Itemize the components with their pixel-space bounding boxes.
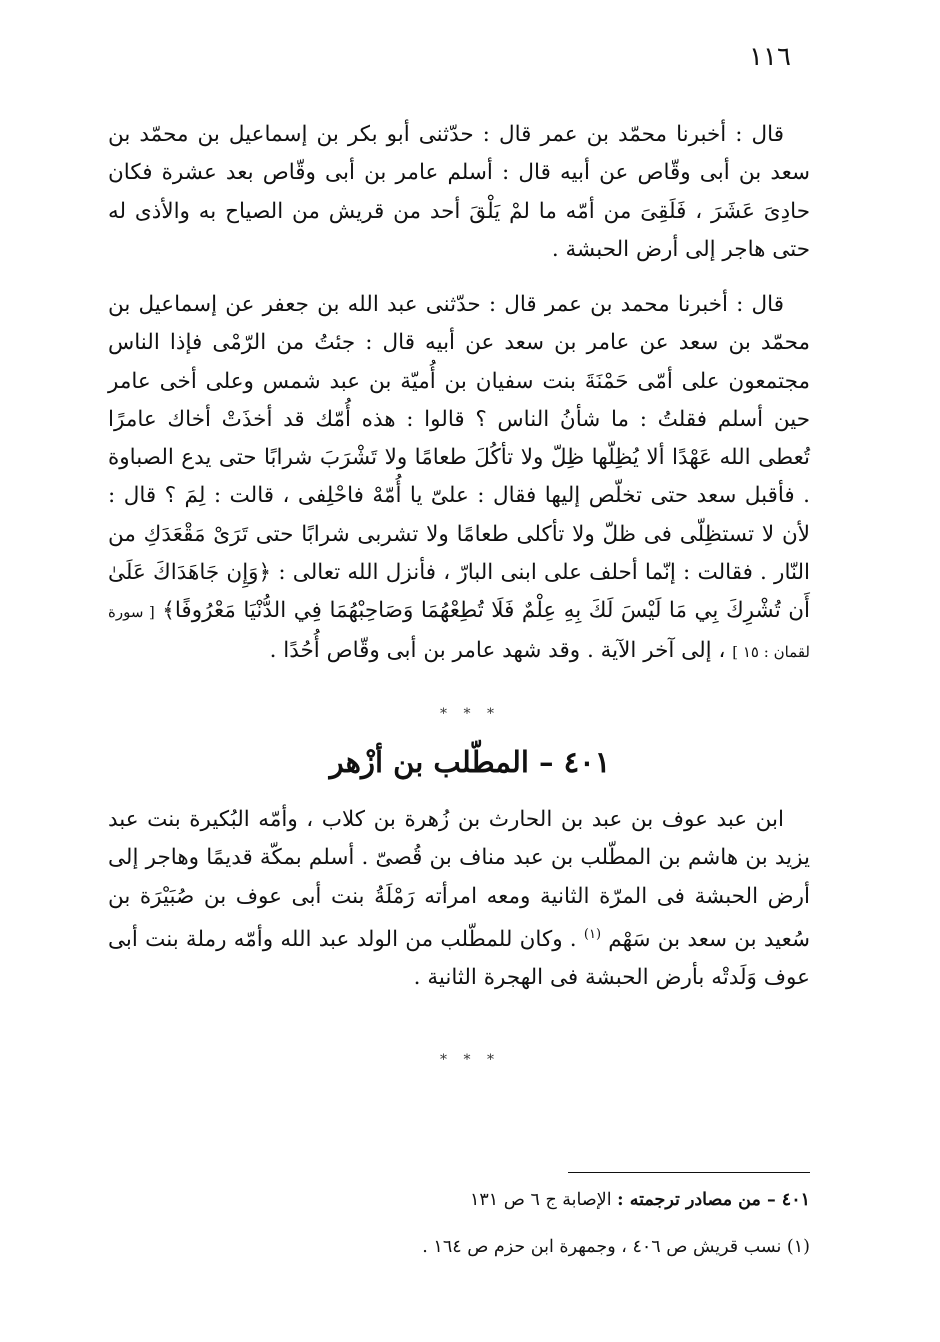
page-number: ١١٦ bbox=[749, 42, 791, 72]
paragraph-text: قال : أخبرنا محمّد بن عمر قال : حدّثنى أبو بكر بن إسماعيل بن محمّد بن سعد بن أبى وقّاص عن أبيه قال : أسلم عامر بن أبى وقّاص بعد عشرة فكان حادِىَ عَشَرَ ، فَلَقِىَ من أمّه ما لمْ يَلْقَ أحد من قريش من الصياح به والأذى له حتى هاجر إلى أرض الحبشة . bbox=[108, 122, 810, 262]
section-title: ٤٠١ – المطّلب بن أزْهر bbox=[329, 745, 611, 779]
footnote-sources bbox=[300, 1186, 810, 1214]
sura-reference: [ سورة لقمان : ١٥ ] bbox=[108, 603, 810, 661]
paragraph-text-intro: قال : أخبرنا محمد بن عمر قال : حدّثنى عبد الله بن جعفر عن إسماعيل بن محمّد بن سعد عن عامر بن سعد عن أبيه قال : جئتُ من الرّمْى فإذا الناس مجتمعون على أمّى حَمْنَةَ بنت سفيان بن أُميّة بن عبد شمس وعلى أخى عامر حين أسلم فقلتُ : ما شأنُ الناس ؟ قالوا : هذه أُمّك قد أخذَتْ أخاك عامرًا تُعطى الله عَهْدًا ألا يُظِلّها ظِلّ ولا تأكُلَ طعامًا ولا تَشْرَبَ شرابًا حتى يدع الصباوة . فأقبل سعد حتى تخلّص إليها فقال : علىّ يا أُمّهْ فاحْلِفى ، قالت : لِمَ ؟ قال : لأن لا تستظِلّى فى ظلّ ولا تأكلى طعامًا ولا تشربى شرابًا حتى تَرَىْ مَقْعَدَكِ من النّار . فقالت : إنّما أحلف على ابنى البارّ ، فأنزل الله تعالى : bbox=[108, 292, 811, 586]
footnote-marker: (١) bbox=[583, 926, 602, 942]
footnote-1: (١) نسب قريش ص ٤٠٦ ، وجمهرة ابن حزم ص ١٦٤ . bbox=[422, 1237, 810, 1257]
section-separator: * * * bbox=[440, 706, 500, 722]
footnote-divider bbox=[568, 1172, 810, 1173]
footnote-text: الإصابة ج ٦ ص ١٣١ bbox=[469, 1190, 612, 1210]
paragraph-text bbox=[108, 801, 810, 998]
quran-verse: ﴿وَإِن جَاهَدَاكَ عَلَىٰ أَن تُشْرِكَ بِي مَا لَيْسَ لَكَ بِهِ عِلْمٌ فَلَا تُطِعْهُمَا وَصَاحِبْهُمَا فِي الدُّنْيَا مَعْرُوفًا﴾ bbox=[108, 560, 810, 624]
paragraph-amir-islam bbox=[108, 116, 810, 269]
end-separator: * * * bbox=[440, 1052, 500, 1068]
paragraph-text-end: ، إلى آخر الآية . وقد شهد عامر بن أبى وقّاص أُحُدًا . bbox=[269, 637, 726, 663]
paragraph-muttalib-bio bbox=[108, 801, 810, 998]
paragraph-text-main: ابن عبد عوف بن عبد بن الحارث بن زُهرة بن كلاب ، وأمّه البُكيرة بنت عبد يزيد بن هاشم بن المطّلب بن عبد مناف بن قُصىّ . أسلم بمكّة قديمًا وهاجر إلى أرض الحبشة فى المرّة الثانية ومعه امرأته رَمْلَةُ بنت أبى عوف بن صُبَيْرَة بن سُعيد بن سعد بن سَهْم bbox=[108, 807, 811, 953]
paragraph-hamna-oath bbox=[108, 286, 810, 671]
footnote-label: ٤٠١ – من مصادر ترجمته : bbox=[617, 1190, 810, 1210]
paragraph-text bbox=[108, 286, 810, 671]
paragraph-text-end: . وكان للمطّلب من الولد عبد الله وأمّه رملة بنت أبى عوف وَلَدتْه بأرض الحبشة فى الهجرة الثانية . bbox=[108, 927, 810, 991]
